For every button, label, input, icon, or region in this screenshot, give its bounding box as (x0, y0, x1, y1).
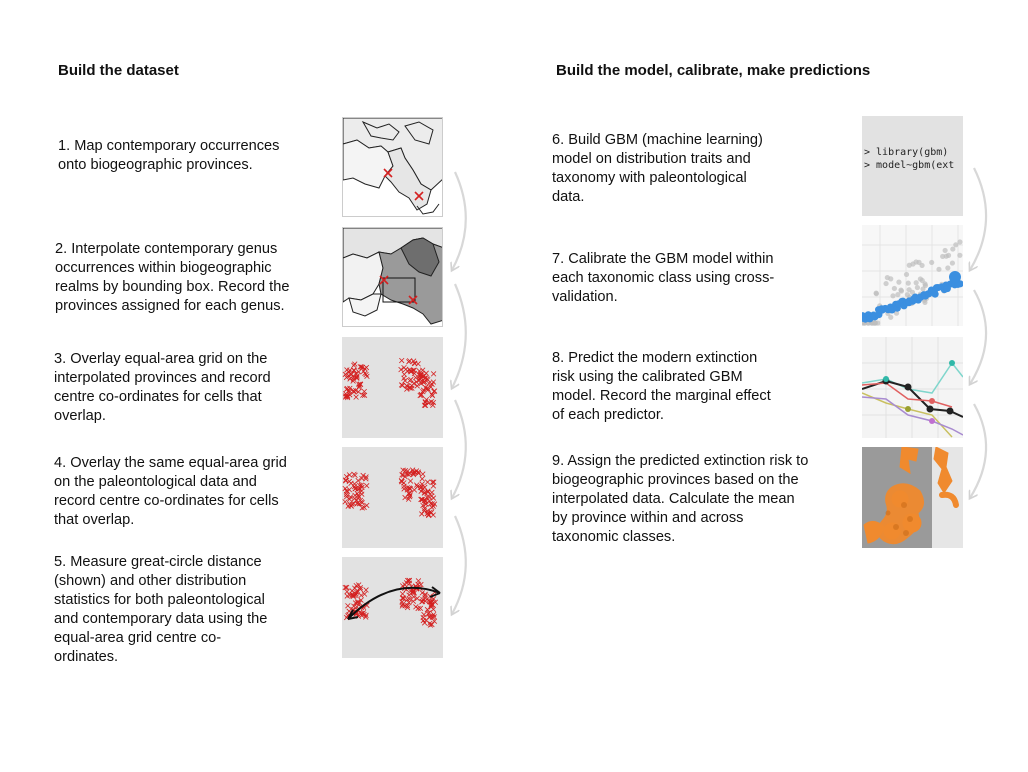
code-line-2: > model~gbm(ext (864, 160, 955, 171)
grid-crosses-5 (342, 557, 443, 658)
step-7-text: 7. Calibrate the GBM model within each taxonomic class using cross- validation. (552, 251, 775, 305)
calibration-scatter-panel (862, 225, 963, 326)
left-column-header: Build the dataset (58, 62, 179, 79)
province-map-panel (342, 117, 443, 217)
step-3-text: 3. Overlay equal-area grid on the interpolated provinces and record centre co-ordinates for cells that overlap. (54, 351, 271, 424)
great-circle-panel (342, 557, 443, 658)
grid-crosses-4 (342, 447, 443, 548)
step-8-text: 8. Predict the modern extinction risk using the calibrated GBM model. Record the marginal effect of each predictor. (552, 350, 771, 423)
step-4-text: 4. Overlay the same equal-area grid on the paleontological data and record centre co-ordinates for cells that overlap. (54, 455, 287, 528)
grid-crosses-3 (342, 337, 443, 438)
paleo-grid-panel (342, 447, 443, 548)
step-1-text: 1. Map contemporary occurrences onto biogeographic provinces. (58, 138, 280, 173)
marginal-effect-panel (862, 337, 963, 438)
code-panel (862, 116, 963, 216)
risk-map-panel (862, 447, 963, 548)
step-2-text: 2. Interpolate contemporary genus occurrences within biogeographic realms by bounding box. Record the provinces assigned for each genus. (55, 241, 290, 314)
right-column-header: Build the model, calibrate, make predictions (556, 62, 871, 79)
step-5-text: 5. Measure great-circle distance (shown) and other distribution statistics for both paleontological and contemporary data using the equal-area grid centre co- ordinates. (54, 554, 268, 665)
step-6-text: 6. Build GBM (machine learning) model on distribution traits and taxonomy with paleontological data. (552, 132, 763, 205)
step-9-text: 9. Assign the predicted extinction risk to biogeographic provinces based on the interpolated data. Calculate the mean by province within and across taxonomic classes. (552, 453, 809, 545)
interpolated-provinces-panel (342, 227, 443, 327)
code-line-1: > library(gbm) (864, 147, 949, 158)
grid-overlay-panel (342, 337, 443, 438)
